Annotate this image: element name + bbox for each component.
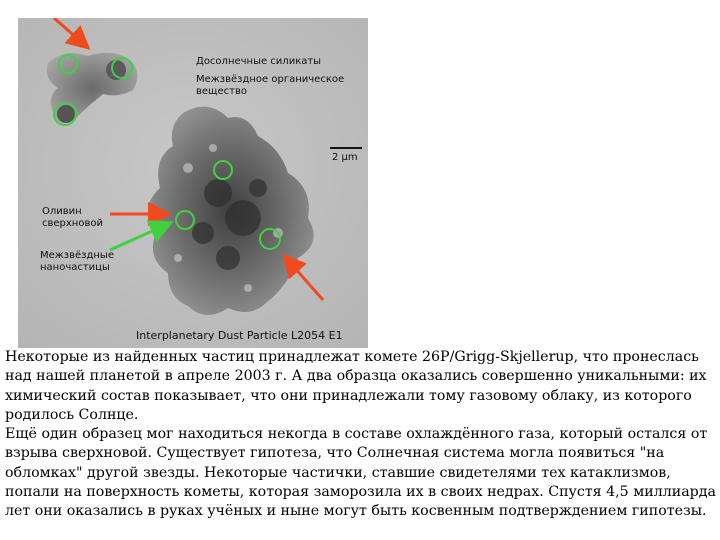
caption-text — [5, 348, 717, 522]
figure-title: Interplanetary Dust Particle L2054 E1 — [136, 329, 343, 342]
caption-paragraph-1: Некоторые из найденных частиц принадлежат комете 26P/Grigg-Skjellerup, что пронеслась над нашей планетой в апреле 2003 г. А два образца оказались совершенно уникальными: их химический состав показывает, что они принадлежали тому газовому облаку, из которого родилось Солнце. — [5, 349, 707, 423]
label-nanoparticles: Межзвёздные наночастицы — [40, 250, 114, 273]
label-presolar-silicates: Досолнечные силикаты — [196, 56, 322, 67]
caption-paragraph-2: Ещё один образец мог находиться некогда в составе охлаждённого газа, который остался от взрыва сверхновой. Существует гипотеза, что Солнечная система могла появиться "на обломках" другой звезды. Некоторые частички, ставшие свидетелями тех катаклизмов, попали на поверхность кометы, которая заморозила их в своих недрах. Спустя 4,5 миллиарда лет они оказались в руках учёных и ныне могут быть косвенным подтверждением гипотезы. — [5, 426, 716, 520]
label-olivine: Оливин сверхновой — [42, 206, 103, 229]
label-scale-bar: 2 µm — [332, 152, 358, 163]
label-interstellar-organic: Межзвёздное органическое вещество — [196, 74, 345, 97]
dust-particle-micrograph — [18, 18, 368, 348]
